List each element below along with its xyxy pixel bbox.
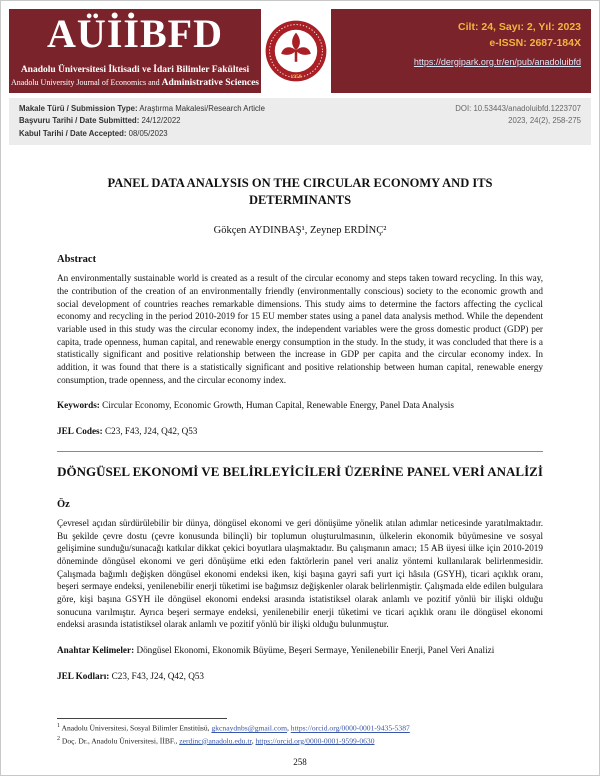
footnote-1-orcid-link[interactable]: https://orcid.org/0000-0001-9435-5387 <box>290 723 410 733</box>
citation-line: 2023, 24(2), 258-275 <box>508 116 581 126</box>
keywords-text: Circular Economy, Economic Growth, Human Capital, Renewable Energy, Panel Data Analysis <box>99 400 454 411</box>
footnote-2-orcid-link[interactable]: https://orcid.org/0000-0001-9599-0630 <box>255 736 375 746</box>
jel-codes-label: JEL Codes: <box>57 426 103 437</box>
university-emblem-icon <box>264 19 328 83</box>
footnote-1-text: Anadolu Üniversitesi, Sosyal Bilimler Enstitüsü, <box>60 723 212 733</box>
journal-header <box>9 9 591 93</box>
footnote-separator <box>57 718 227 719</box>
journal-name-english-emphasis: Administrative Sciences <box>161 77 260 88</box>
emblem-year: 1958 <box>290 74 302 81</box>
date-accepted-line <box>19 128 265 140</box>
abstract-text: An environmentally sustainable world is created as a result of the circular economy and steps taken toward recycling. In this way, the contribution of the creation of an environmentally friendly (environmentally conscious) society to the economic growth and social development of countries reaches remarkable dimensions. This study aims to determine the factors affecting the cyclical economy and recycling in the period 2010-2019 for 15 EU member states using a panel data analysis method. While the dependent variable used in this study was the circular economy index, the independent variables were the gross domestic product (GDP) per capita, trade openness, human capital, and renewable energy consumption in the study. In the study, it was concluded that there is a statistically significant and positive relationship between the increase in GDP per capita and the circular economy index. In addition, it was found that there is a statistically significant and positive relationship between human capital, renewable energy consumption, trade openness, and the circular economy index. <box>57 273 543 385</box>
journal-logo-block <box>9 9 261 93</box>
university-emblem-box <box>261 9 331 93</box>
article-meta-left <box>19 103 265 140</box>
article-title-english: PANEL DATA ANALYSIS ON THE CIRCULAR ECONOMY AND ITS DETERMINANTS <box>107 176 493 208</box>
footnote-1 <box>57 722 543 734</box>
footnote-2-email-link[interactable]: zerdinc@anadolu.edu.tr <box>179 736 252 746</box>
article-meta-right <box>455 103 581 140</box>
oz-text: Çevresel açıdan sürdürülebilir bir dünya, döngüsel ekonomi ve geri dönüşüme yönelik atılan adımlar neticesinde yaratılmaktadır. Bu şekilde çevre dostu (çevre konusunda bilinçli) bir toplumun oluşturulmasının, ülkelerin ekonomik büyümesine ve sosyal gelişimine sunduğu/sunacağı katkılar dikkat çekici boyutlara ulaşmaktadır. Bu çalışmanın amacı; 15 AB üyesi ülke için 2010-2019 döneminde döngüsel ekonomi ve geri dönüşüme etki eden faktörlerin panel veri analiz yöntemi kullanılarak belirlenmesidir. Çalışmada bağımlı değişken döngüsel ekonomi endeksi iken, kişi başına gayri safi yurt içi hâsıla (GSYH), ticari açıklık oranı, beşeri sermaye endeksi, yenilenebilir enerji tüketimi ise bağımsız değişkenler olarak belirlenmiştir. Çalışmada elde edilen bulgulara göre, kişi başına GSYH ile döngüsel ekonomi endeksi arasında istatistiksel olarak anlamlı ve pozitif yönlü bir ilişki olduğu sonucuna varılmıştır. Ayrıca beşeri sermaye endeksi, yenilenebilir enerji tüketimi ve ticari açıklık oranı ile döngüsel ekonomi endeksi arasında istatistiksel olarak anlamlı ve pozitif yönlü bir ilişki olduğu bulunmuştur. <box>57 517 543 630</box>
keywords-label: Keywords: <box>57 400 100 411</box>
submission-type-value: Araştırma Makalesi/Research Article <box>137 104 265 113</box>
issue-eissn: e-ISSN: 2687-184X <box>489 37 581 50</box>
footnote-2 <box>57 735 543 747</box>
footnote-1-email-link[interactable]: gkcnaydnbs@gmail.com <box>211 723 287 733</box>
anahtar-kelimeler-line <box>57 644 543 657</box>
footnote-2-text: Doç. Dr., Anadolu Üniversitesi, İİBF., <box>60 736 180 746</box>
journal-names <box>9 65 261 93</box>
jel-kodlari-label: JEL Kodları: <box>57 670 110 681</box>
article-meta-band <box>9 98 591 145</box>
doi-line: DOI: 10.53443/anadoluibfd.1223707 <box>455 104 581 113</box>
journal-issue-info <box>331 9 591 93</box>
date-accepted-value: 08/05/2023 <box>126 128 168 138</box>
footnote-1-number: 1 <box>57 723 60 730</box>
page-number: 258 <box>293 757 307 767</box>
date-accepted-label: Kabul Tarihi / Date Accepted: <box>19 128 127 138</box>
date-submitted-line <box>19 115 265 127</box>
footnotes-block <box>57 718 543 747</box>
footnote-2-separator: , <box>251 736 256 746</box>
section-divider <box>57 451 543 452</box>
article-authors: Gökçen AYDINBAŞ¹, Zeynep ERDİNÇ² <box>213 225 387 237</box>
jel-kodlari-text: C23, F43, J24, Q42, Q53 <box>109 670 205 681</box>
date-submitted-label: Başvuru Tarihi / Date Submitted: <box>19 116 140 126</box>
journal-name-turkish: Anadolu Üniversitesi İktisadi ve İdari Bilimler Fakültesi <box>20 64 250 75</box>
article-title-turkish: DÖNGÜSEL EKONOMİ VE BELİRLEYİCİLERİ ÜZERİNE PANEL VERİ ANALİZİ <box>57 463 543 479</box>
journal-url-link[interactable]: https://dergipark.org.tr/en/pub/anadoluibfd <box>413 56 581 67</box>
journal-logo: AÜİİBFD <box>47 11 223 56</box>
jel-kodlari-line <box>57 670 543 683</box>
jel-codes-line <box>57 425 543 438</box>
oz-heading: Öz <box>57 498 70 510</box>
journal-name-english <box>9 77 261 93</box>
footnote-1-separator: , <box>287 723 291 733</box>
abstract-heading: Abstract <box>57 254 97 266</box>
submission-type-label: Makale Türü / Submission Type: <box>19 104 138 113</box>
anahtar-kelimeler-text: Döngüsel Ekonomi, Ekonomik Büyüme, Beşeri Sermaye, Yenilenebilir Enerji, Panel Veri Analizi <box>134 645 495 656</box>
jel-codes-text: C23, F43, J24, Q42, Q53 <box>102 426 198 437</box>
keywords-line <box>57 399 543 412</box>
journal-name-english-text: Anadolu University Journal of Economics and <box>11 77 162 87</box>
issue-volume: Cilt: 24, Sayı: 2, Yıl: 2023 <box>458 21 581 33</box>
date-submitted-value: 24/12/2022 <box>139 116 181 126</box>
submission-type-line <box>19 103 265 115</box>
anahtar-kelimeler-label: Anahtar Kelimeler: <box>57 645 135 656</box>
footnote-2-number: 2 <box>57 735 60 742</box>
article-content <box>1 175 599 682</box>
